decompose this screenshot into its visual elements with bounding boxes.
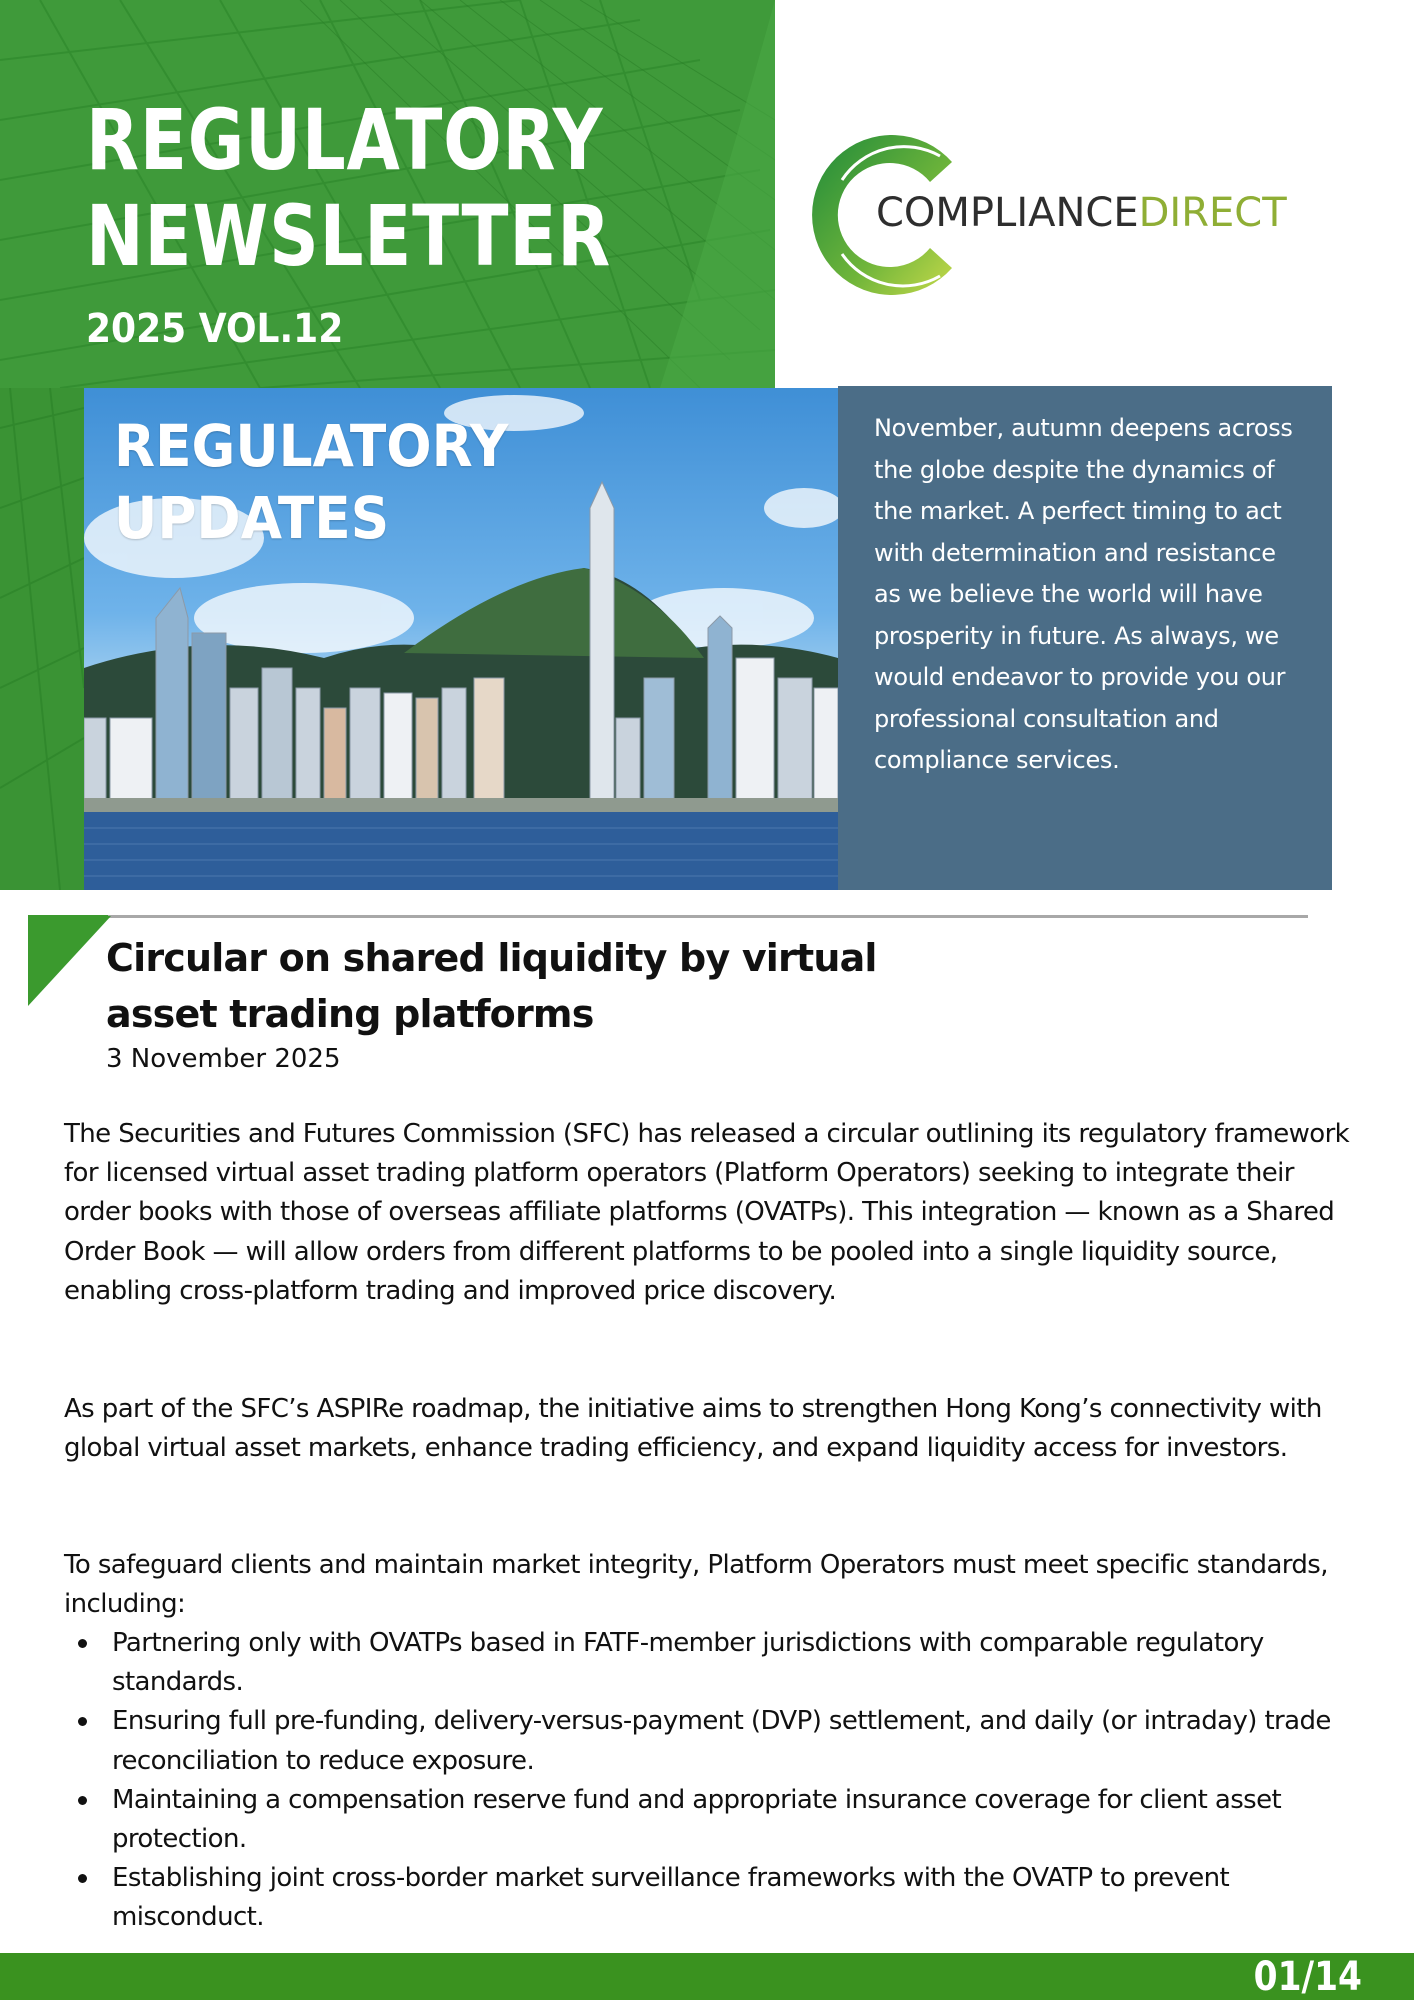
bullet-icon [78,1717,87,1726]
list-item [64,1781,1354,1859]
bullet-icon [78,1874,87,1883]
list-item [64,1859,1354,1937]
left-green-strip [0,388,84,890]
regulatory-updates-line2: UPDATES [114,484,390,552]
list-item [64,1702,1354,1780]
article-paragraph: The Securities and Futures Commission (SFC) has released a circular outlining its regulatory framework for licensed virtual asset trading platform operators (Platform Operators) seeking to integrate their order books with those of overseas affiliate platforms (OVATPs). This integration — known as a Shared Order Book — will allow orders from different platforms to be pooled into a single liquidity source, enabling cross-platform trading and improved price discovery. [64,1119,1350,1306]
bullet-icon [78,1639,87,1648]
section-accent-triangle [28,916,111,1006]
compliance-direct-logo [812,130,1332,300]
regulatory-updates-line1: REGULATORY [114,412,509,480]
logo-wordmark [876,190,1287,236]
list-item-text: Establishing joint cross-border market surveillance frameworks with the OVATP to prevent misconduct. [112,1863,1230,1933]
intro-message-box [838,386,1332,890]
logo-wordmark-compliance: COMPLIANCE [876,190,1139,236]
article-paragraph: To safeguard clients and maintain market integrity, Platform Operators must meet specific standards, including: [64,1550,1328,1620]
newsletter-title [86,92,611,284]
regulatory-updates-heading [114,410,508,554]
article-paragraph: As part of the SFC’s ASPIRe roadmap, the initiative aims to strengthen Hong Kong’s connectivity with global virtual asset markets, enhance trading efficiency, and expand liquidity access for investors. [64,1394,1322,1464]
bullet-icon [78,1796,87,1805]
article-title: Circular on shared liquidity by virtual asset trading platforms [106,936,877,1036]
page-number: 01/14 [1253,1954,1362,2000]
list-item-text: Partnering only with OVATPs based in FATF-member jurisdictions with comparable regulatory standards. [112,1628,1264,1698]
newsletter-title-line2: NEWSLETTER [86,187,612,285]
header-banner [0,0,775,388]
newsletter-title-line1: REGULATORY [86,91,604,189]
logo-wordmark-direct: DIRECT [1138,190,1287,236]
article-date: 3 November 2025 [106,1044,341,1074]
hong-kong-skyline-image [84,388,838,890]
page-footer [0,1953,1414,2000]
list-item [64,1624,1354,1702]
section-divider [108,915,1308,918]
list-item-text: Ensuring full pre-funding, delivery-versus-payment (DVP) settlement, and daily (or intraday) trade reconciliation to reduce exposure. [112,1706,1331,1776]
standards-list [64,1624,1354,1938]
intro-message-text: November, autumn deepens across the globe despite the dynamics of the market. A perfect timing to act with determination and resistance as we believe the world will have prosperity in future. As always, we would endeavor to provide you our professional consultation and compliance services. [874,414,1293,774]
building-grid-pattern-strip [0,388,84,890]
list-item-text: Maintaining a compensation reserve fund and appropriate insurance coverage for client asset protection. [112,1784,1282,1855]
newsletter-volume: 2025 VOL.12 [86,306,344,352]
